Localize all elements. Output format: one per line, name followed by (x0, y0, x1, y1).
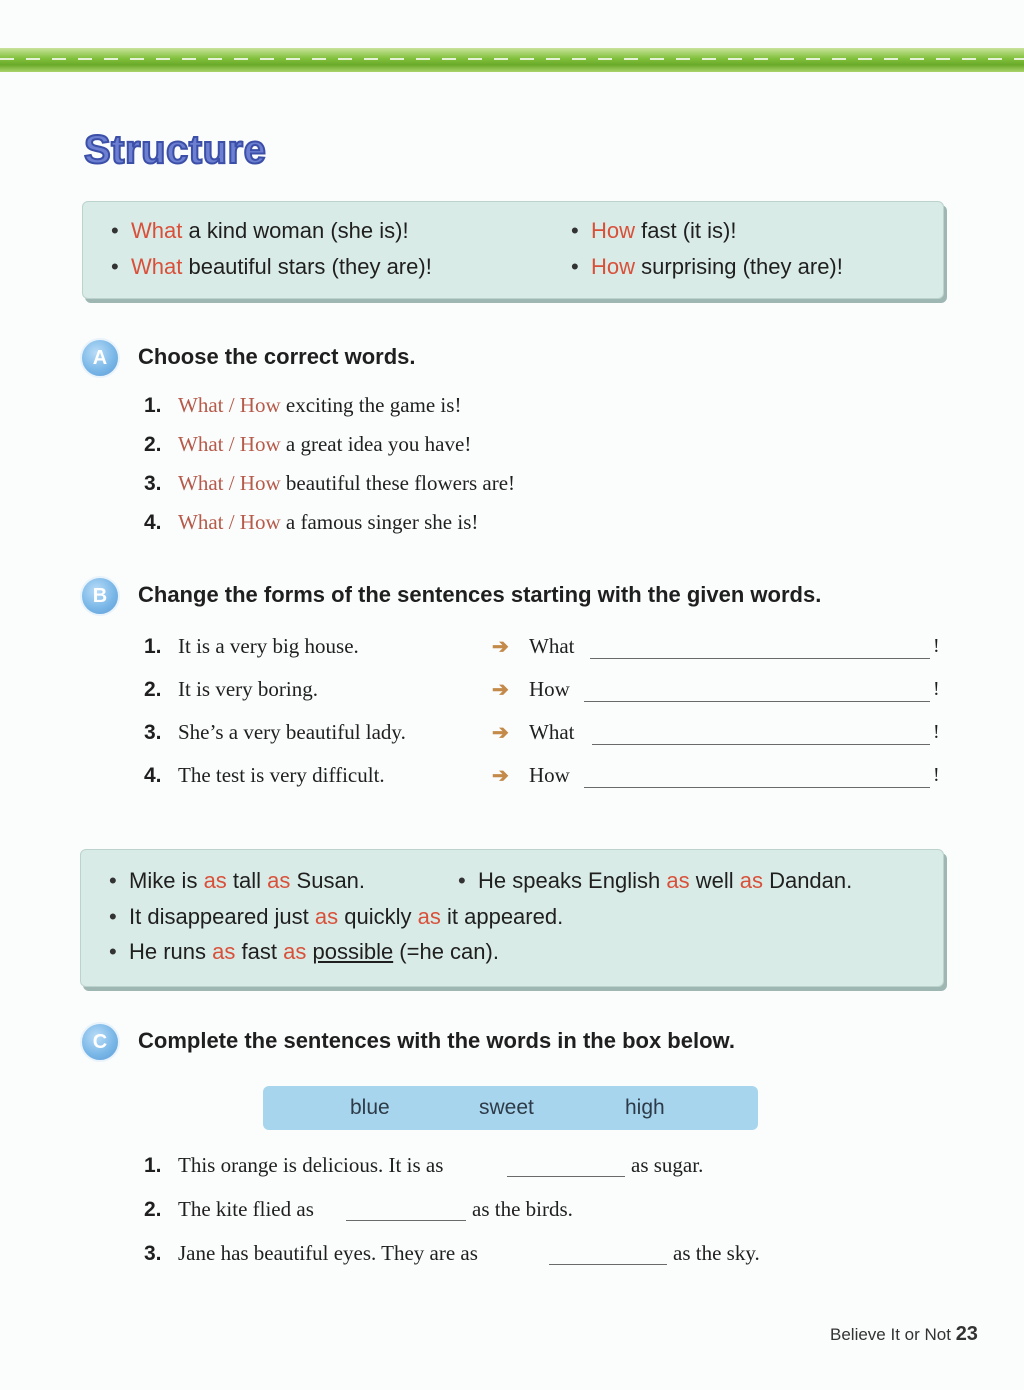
question-text-before: This orange is delicious. It is as (178, 1153, 444, 1177)
arrow-icon: ➔ (492, 679, 509, 701)
arrow-icon: ➔ (492, 765, 509, 787)
question-number: 2. (144, 1198, 162, 1221)
question-number: 3. (144, 721, 162, 744)
section-c-badge: C (80, 1022, 120, 1062)
example-line-1b: • He speaks English as well as Dandan. (478, 868, 852, 894)
structure-example-box (82, 201, 944, 299)
page-number: 23 (955, 1323, 978, 1345)
answer-blank[interactable] (592, 744, 930, 745)
page-footer (830, 1323, 978, 1346)
answer-blank[interactable] (507, 1176, 625, 1177)
example-line-3: • He runs as fast as possible (=he can). (129, 939, 499, 965)
question-text-after: as sugar. (631, 1153, 704, 1177)
answer-lead-word: How (529, 763, 570, 787)
question-text: It is a very big house. (178, 634, 359, 658)
word-bank-item: high (625, 1096, 665, 1119)
exclamation-mark: ! (933, 764, 940, 786)
question-text: What / How beautiful these flowers are! (178, 471, 516, 495)
question-text-before: Jane has beautiful eyes. They are as (178, 1241, 478, 1265)
question-text: What / How a great idea you have! (178, 432, 472, 456)
section-b-heading: Change the forms of the sentences starting with the given words. (138, 582, 822, 607)
answer-blank[interactable] (346, 1220, 466, 1221)
answer-blank[interactable] (549, 1264, 667, 1265)
decorative-top-band (0, 48, 1024, 72)
example-2: • How fast (it is)! (591, 218, 736, 244)
page-title: Structure (84, 128, 267, 172)
question-text: What / How a famous singer she is! (178, 510, 479, 534)
question-text: She’s a very beautiful lady. (178, 720, 406, 744)
answer-blank[interactable] (590, 658, 930, 659)
answer-lead-word: What (529, 720, 575, 744)
question-number: 3. (144, 472, 162, 495)
arrow-icon: ➔ (492, 636, 509, 658)
section-c-heading: Complete the sentences with the words in the box below. (138, 1028, 735, 1053)
question-number: 2. (144, 678, 162, 701)
answer-blank[interactable] (584, 787, 930, 788)
word-bank-item: sweet (479, 1096, 534, 1119)
as-as-example-box (80, 849, 944, 987)
question-number: 1. (144, 394, 162, 417)
word-bank-item: blue (350, 1096, 390, 1119)
section-a-heading: Choose the correct words. (138, 344, 416, 369)
exclamation-mark: ! (933, 635, 940, 657)
example-4: • How surprising (they are)! (591, 254, 843, 280)
answer-lead-word: How (529, 677, 570, 701)
question-text-after: as the sky. (673, 1241, 760, 1265)
footer-unit-title: Believe It or Not (830, 1325, 951, 1344)
question-number: 4. (144, 764, 162, 787)
arrow-icon: ➔ (492, 722, 509, 744)
question-number: 1. (144, 635, 162, 658)
question-text-after: as the birds. (472, 1197, 573, 1221)
answer-blank[interactable] (584, 701, 930, 702)
question-number: 1. (144, 1154, 162, 1177)
example-line-1a: • Mike is as tall as Susan. (129, 868, 365, 894)
section-b-badge: B (80, 576, 120, 616)
exclamation-mark: ! (933, 678, 940, 700)
question-text-before: The kite flied as (178, 1197, 314, 1221)
word-bank-box (263, 1086, 758, 1130)
question-number: 3. (144, 1242, 162, 1265)
example-1: • What a kind woman (she is)! (131, 218, 409, 244)
answer-lead-word: What (529, 634, 575, 658)
exclamation-mark: ! (933, 721, 940, 743)
question-text: The test is very difficult. (178, 763, 385, 787)
question-text: What / How exciting the game is! (178, 393, 462, 417)
example-3: • What beautiful stars (they are)! (131, 254, 432, 280)
question-text: It is very boring. (178, 677, 318, 701)
question-number: 2. (144, 433, 162, 456)
question-number: 4. (144, 511, 162, 534)
example-line-2: • It disappeared just as quickly as it appeared. (129, 904, 563, 930)
section-a-badge: A (80, 338, 120, 378)
